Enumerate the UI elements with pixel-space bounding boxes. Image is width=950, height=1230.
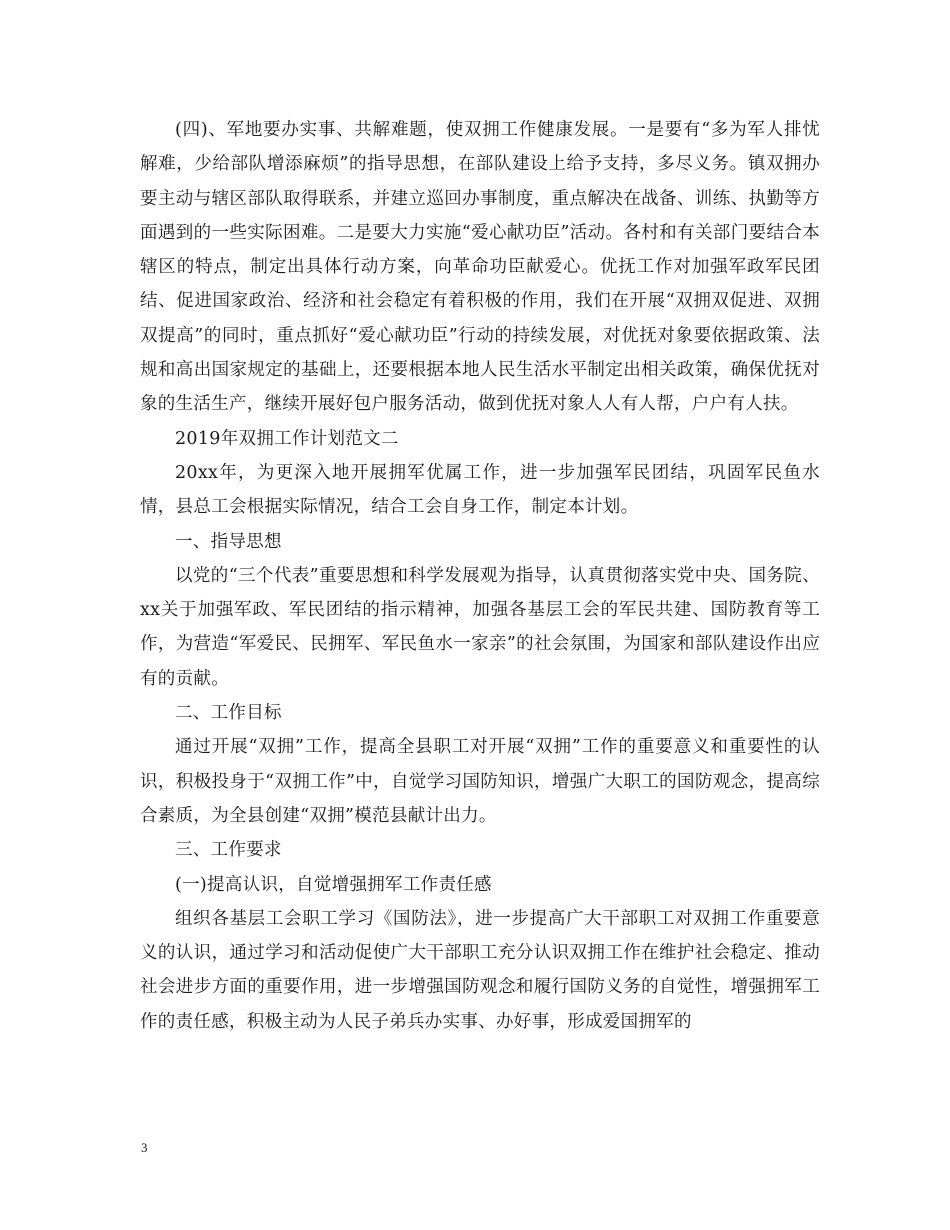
paragraph-raise-awareness: 组织各基层工会职工学习《国防法》，进一步提高广大干部职工对双拥工作重要意义的认识，通过学习和活动促使广大干部职工充分认识双拥工作在维护社会稳定、推动社会进步方面的重要作用，进一步增强国防观念和履行国防义务的自觉性，增强拥军工作的责任感，积极主动为人民子弟兵办实事、办好事，形成爱国拥军的 (140, 908, 820, 1032)
heading-work-requirements: 三、工作要求 (175, 840, 282, 861)
page-number: 3 (141, 1140, 148, 1155)
subheading-raise-awareness: (一)提高认识，自觉增强拥军工作责任感 (175, 874, 492, 895)
section-title-plan-two: 2019年双拥工作计划范文二 (175, 428, 399, 449)
heading-guiding-ideology: 一、指导思想 (175, 531, 282, 552)
paragraph-guiding-ideology: 以党的“三个代表”重要思想和科学发展观为指导，认真贯彻落实党中央、国务院、xx关于加强军政、军民团结的指示精神，加强各基层工会的军民共建、国防教育等工作，为营造“军爱民、民拥军、军民鱼水一家亲”的社会氛围，为国家和部队建设作出应有的贡献。 (140, 565, 820, 689)
paragraph-military-civilian-affairs: (四)、军地要办实事、共解难题，使双拥工作健康发展。一是要有“多为军人排忧解难，少给部队增添麻烦”的指导思想，在部队建设上给予支持，多尽义务。镇双拥办要主动与辖区部队取得联系，并建立巡回办事制度，重点解决在战备、训练、执勤等方面遇到的一些实际困难。二是要大力实施“爱心献功臣”活动。各村和有关部门要结合本辖区的特点，制定出具体行动方案，向革命功臣献爱心。优抚工作对加强军政军民团结、促进国家政治、经济和社会稳定有着积极的作用，我们在开展“双拥双促进、双拥双提高”的同时，重点抓好“爱心献功臣”行动的持续发展，对优抚对象要依据政策、法规和高出国家规定的基础上，还要根据本地人民生活水平制定出相关政策，确保优抚对象的生活生产，继续开展好包户服务活动，做到优抚对象人人有人帮，户户有人扶。 (140, 120, 820, 415)
paragraph-work-goals: 通过开展“双拥”工作，提高全县职工对开展“双拥”工作的重要意义和重要性的认识，积极投身于“双拥工作”中，自觉学习国防知识，增强广大职工的国防观念，提高综合素质，为全县创建“双拥”模范县献计出力。 (140, 737, 820, 826)
document-body (140, 113, 820, 1039)
heading-work-goals: 二、工作目标 (175, 703, 282, 724)
paragraph-intro: 20xx年，为更深入地开展拥军优属工作，进一步加强军民团结，巩固军民鱼水情，县总工会根据实际情况，结合工会自身工作，制定本计划。 (140, 462, 820, 518)
